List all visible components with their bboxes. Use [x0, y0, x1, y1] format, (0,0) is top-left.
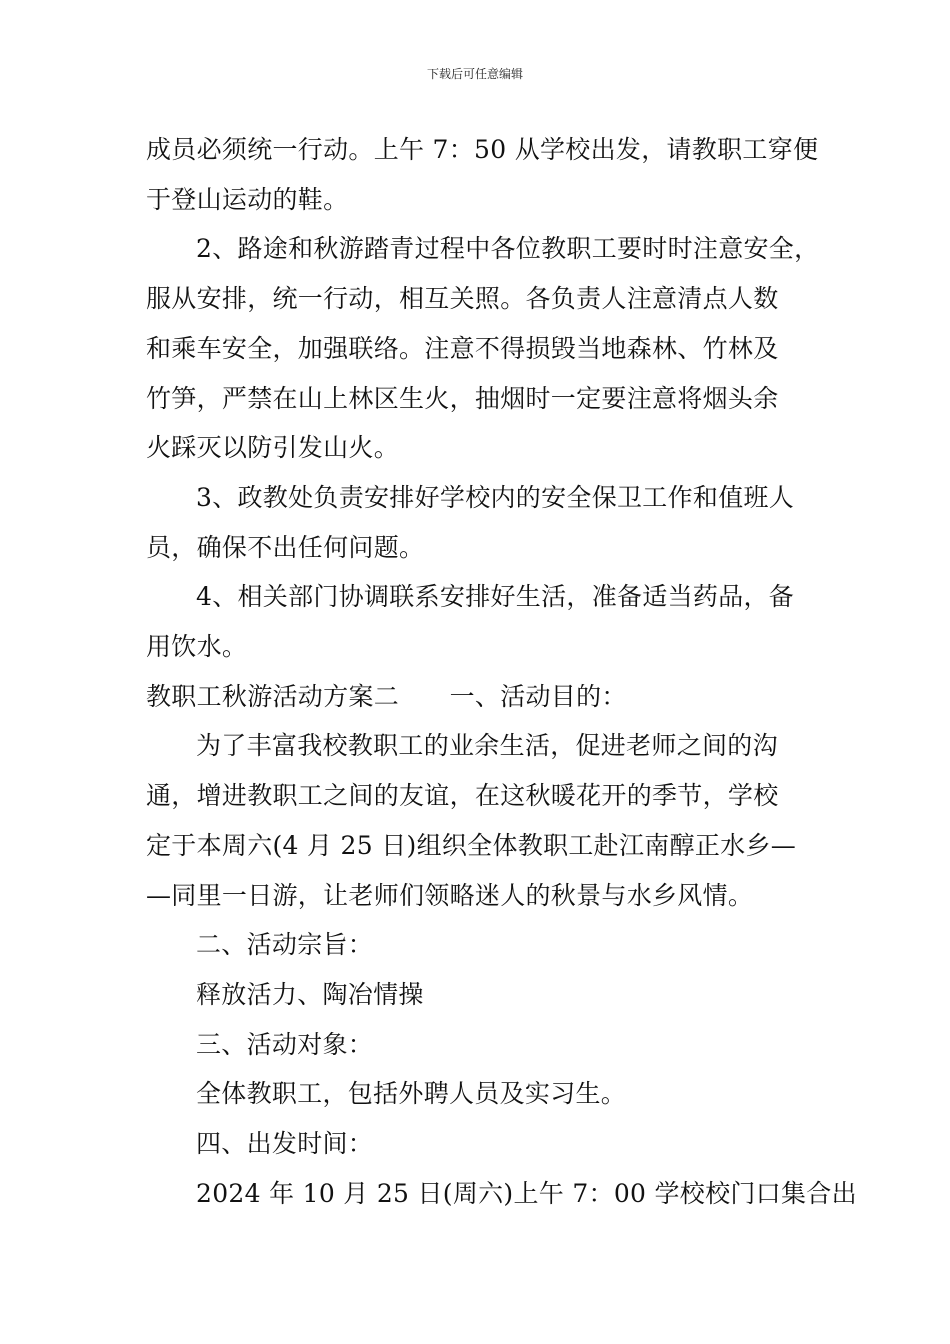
text-line: 为了丰富我校教职工的业余生活，促进老师之间的沟: [196, 731, 778, 761]
text-line: 用饮水。: [146, 632, 248, 662]
text-line: 2024 年 10 月 25 日(周六)上午 7：00 学校校门口集合出: [196, 1178, 857, 1208]
paragraph-activity-participants: [146, 1069, 826, 1119]
text-line: 二、活动宗旨：: [196, 930, 374, 960]
text-line: 于登山运动的鞋。: [146, 184, 349, 214]
heading-departure-time: [146, 1119, 826, 1169]
text-line: 成员必须统一行动。上午 7：50 从学校出发，请教职工穿便: [146, 135, 819, 164]
text-line: 四、出发时间：: [196, 1129, 374, 1159]
text-line: —同里一日游，让老师们领略迷人的秋景与水乡风情。: [146, 880, 754, 910]
text-line: 服从安排，统一行动，相互关照。各负责人注意清点人数: [146, 284, 779, 314]
text-line: 和乘车安全，加强联络。注意不得损毁当地森林、竹林及: [146, 333, 779, 363]
text-line: 3、政教处负责安排好学校内的安全保卫工作和值班人: [196, 482, 795, 512]
text-line: 2、路途和秋游踏青过程中各位教职工要时时注意安全，: [196, 234, 820, 264]
paragraph-departure-time: [146, 1169, 857, 1219]
text-line: 教职工秋游活动方案二 一、活动目的：: [146, 681, 627, 711]
paragraph-item-4-logistics: [146, 572, 826, 671]
text-line: 全体教职工，包括外聘人员及实习生。: [196, 1079, 627, 1109]
paragraph-activity-aim: [146, 970, 826, 1020]
text-line: 释放活力、陶冶情操: [196, 979, 424, 1009]
text-line: 4、相关部门协调联系安排好生活，准备适当药品，备: [196, 582, 795, 612]
text-line: 定于本周六(4 月 25 日)组织全体教职工赴江南醇正水乡—: [146, 830, 797, 860]
heading-activity-participants: [146, 1020, 826, 1070]
page-header-note: 下载后可任意编辑: [426, 67, 523, 81]
document-body: [146, 125, 857, 1218]
paragraph-departure: [146, 125, 826, 224]
heading-activity-aim: [146, 920, 826, 970]
text-line: 火踩灭以防引发山火。: [146, 433, 400, 463]
text-line: 员，确保不出任何问题。: [146, 532, 425, 562]
text-line: 三、活动对象：: [196, 1029, 374, 1059]
paragraph-item-3-security: [146, 473, 826, 572]
text-line: 通，增进教职工之间的友谊，在这秋暖花开的季节，学校: [146, 781, 779, 811]
paragraph-item-2-safety: [146, 224, 826, 473]
paragraph-activity-purpose: [146, 721, 826, 920]
text-line: 竹笋，严禁在山上林区生火，抽烟时一定要注意将烟头余: [146, 383, 779, 413]
section-heading-plan-two: [146, 672, 826, 722]
